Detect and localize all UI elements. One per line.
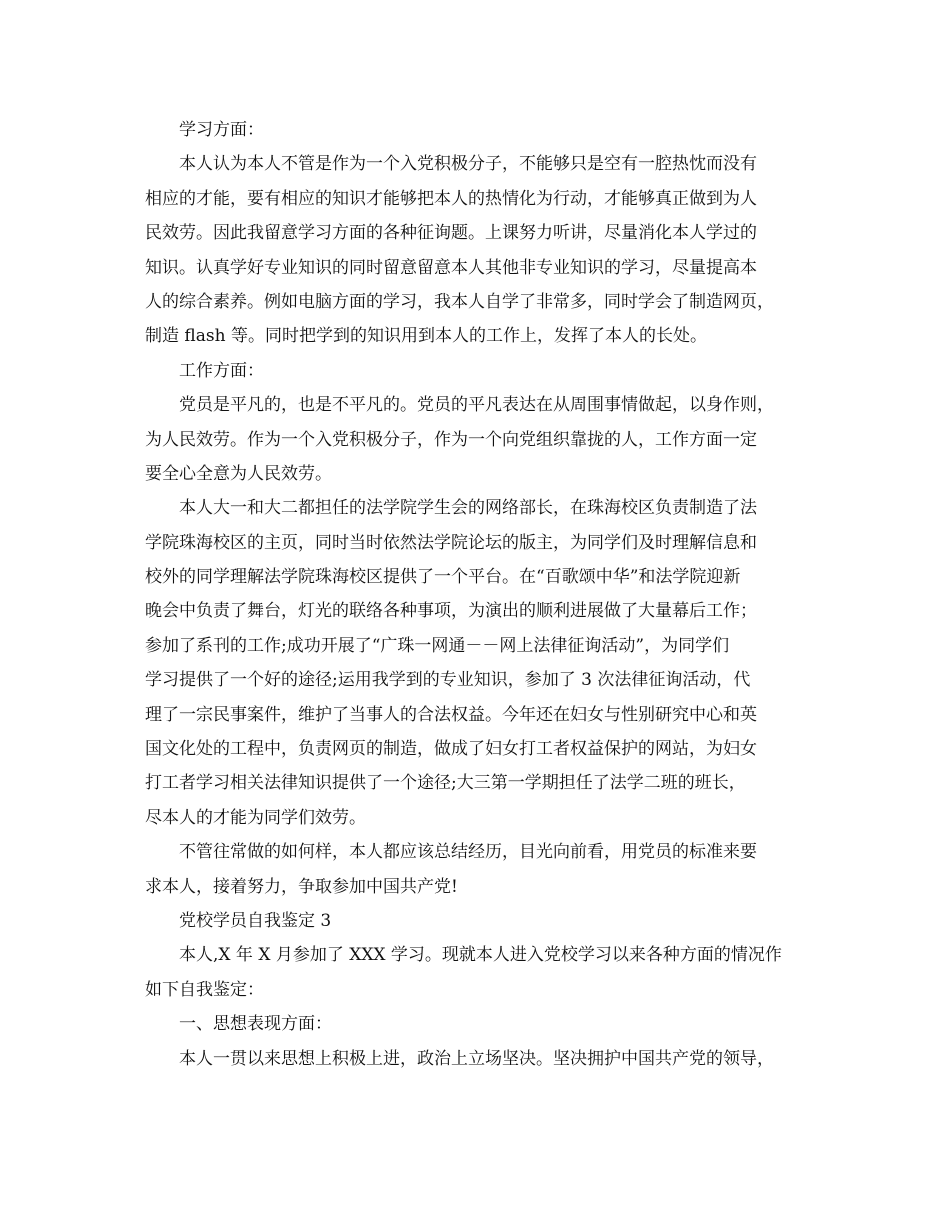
paragraph-line: 不管往常做的如何样，本人都应该总结经历，目光向前看，用党员的标准来要 xyxy=(179,842,757,863)
paragraph-line: 国文化处的工程中，负责网页的制造，做成了妇女打工者权益保护的网站，为妇女 xyxy=(145,739,757,760)
document-body xyxy=(145,113,825,1076)
section-title-self-evaluation: 党校学员自我鉴定 3 xyxy=(179,910,332,931)
paragraph-line: 本人大一和大二都担任的法学院学生会的网络部长，在珠海校区负责制造了法 xyxy=(179,498,757,519)
paragraph-line: 求本人，接着努力，争取参加中国共产党! xyxy=(145,876,458,897)
paragraph-line: 校外的同学理解法学院珠海校区提供了一个平台。在“百歌颂中华”和法学院迎新 xyxy=(145,567,741,588)
section-heading-ideology: 一、思想表现方面： xyxy=(179,1014,332,1035)
paragraph-line: 学习提供了一个好的途径;运用我学到的专业知识，参加了 3 次法律征询活动，代 xyxy=(145,670,751,691)
paragraph-line: 民效劳。因此我留意学习方面的各种征询题。上课努力听讲，尽量消化本人学过的 xyxy=(145,223,757,244)
paragraph-line: 为人民效劳。作为一个入党积极分子，作为一个向党组织靠拢的人，工作方面一定 xyxy=(145,429,757,450)
paragraph-line: 要全心全意为人民效劳。 xyxy=(145,463,332,484)
paragraph-line: 本人一贯以来思想上积极上进，政治上立场坚决。坚决拥护中国共产党的领导， xyxy=(179,1048,774,1069)
paragraph-line: 理了一宗民事案件，维护了当事人的合法权益。今年还在妇女与性别研究中心和英 xyxy=(145,704,757,725)
paragraph-line: 人的综合素养。例如电脑方面的学习，我本人自学了非常多，同时学会了制造网页， xyxy=(145,291,774,312)
paragraph-line: 如下自我鉴定： xyxy=(145,979,264,1000)
paragraph-line: 党员是平凡的，也是不平凡的。党员的平凡表达在从周围事情做起，以身作则， xyxy=(179,395,774,416)
paragraph-line: 尽本人的才能为同学们效劳。 xyxy=(145,807,366,828)
paragraph-line: 晚会中负责了舞台，灯光的联络各种事项，为演出的顺利进展做了大量幕后工作； xyxy=(145,601,757,622)
section-heading-study: 学习方面： xyxy=(179,120,264,140)
paragraph-line: 参加了系刊的工作;成功开展了“广珠一网通－－网上法律征询活动”，为同学们 xyxy=(145,635,730,656)
paragraph-line: 本人,X 年 X 月参加了 XXX 学习。现就本人进入党校学习以来各种方面的情况作 xyxy=(179,945,782,966)
paragraph-line: 学院珠海校区的主页，同时当时依然法学院论坛的版主，为同学们及时理解信息和 xyxy=(145,532,757,553)
paragraph-line: 本人认为本人不管是作为一个入党积极分子，不能够只是空有一腔热忱而没有 xyxy=(179,154,757,175)
paragraph-line: 知识。认真学好专业知识的同时留意留意本人其他非专业知识的学习，尽量提高本 xyxy=(145,257,757,278)
paragraph-line: 制造 flash 等。同时把学到的知识用到本人的工作上，发挥了本人的长处。 xyxy=(145,326,707,347)
paragraph-line: 相应的才能，要有相应的知识才能够把本人的热情化为行动，才能够真正做到为人 xyxy=(145,188,757,209)
paragraph-line: 打工者学习相关法律知识提供了一个途径;大三第一学期担任了法学二班的班长， xyxy=(145,773,746,794)
section-heading-work: 工作方面： xyxy=(179,360,264,381)
